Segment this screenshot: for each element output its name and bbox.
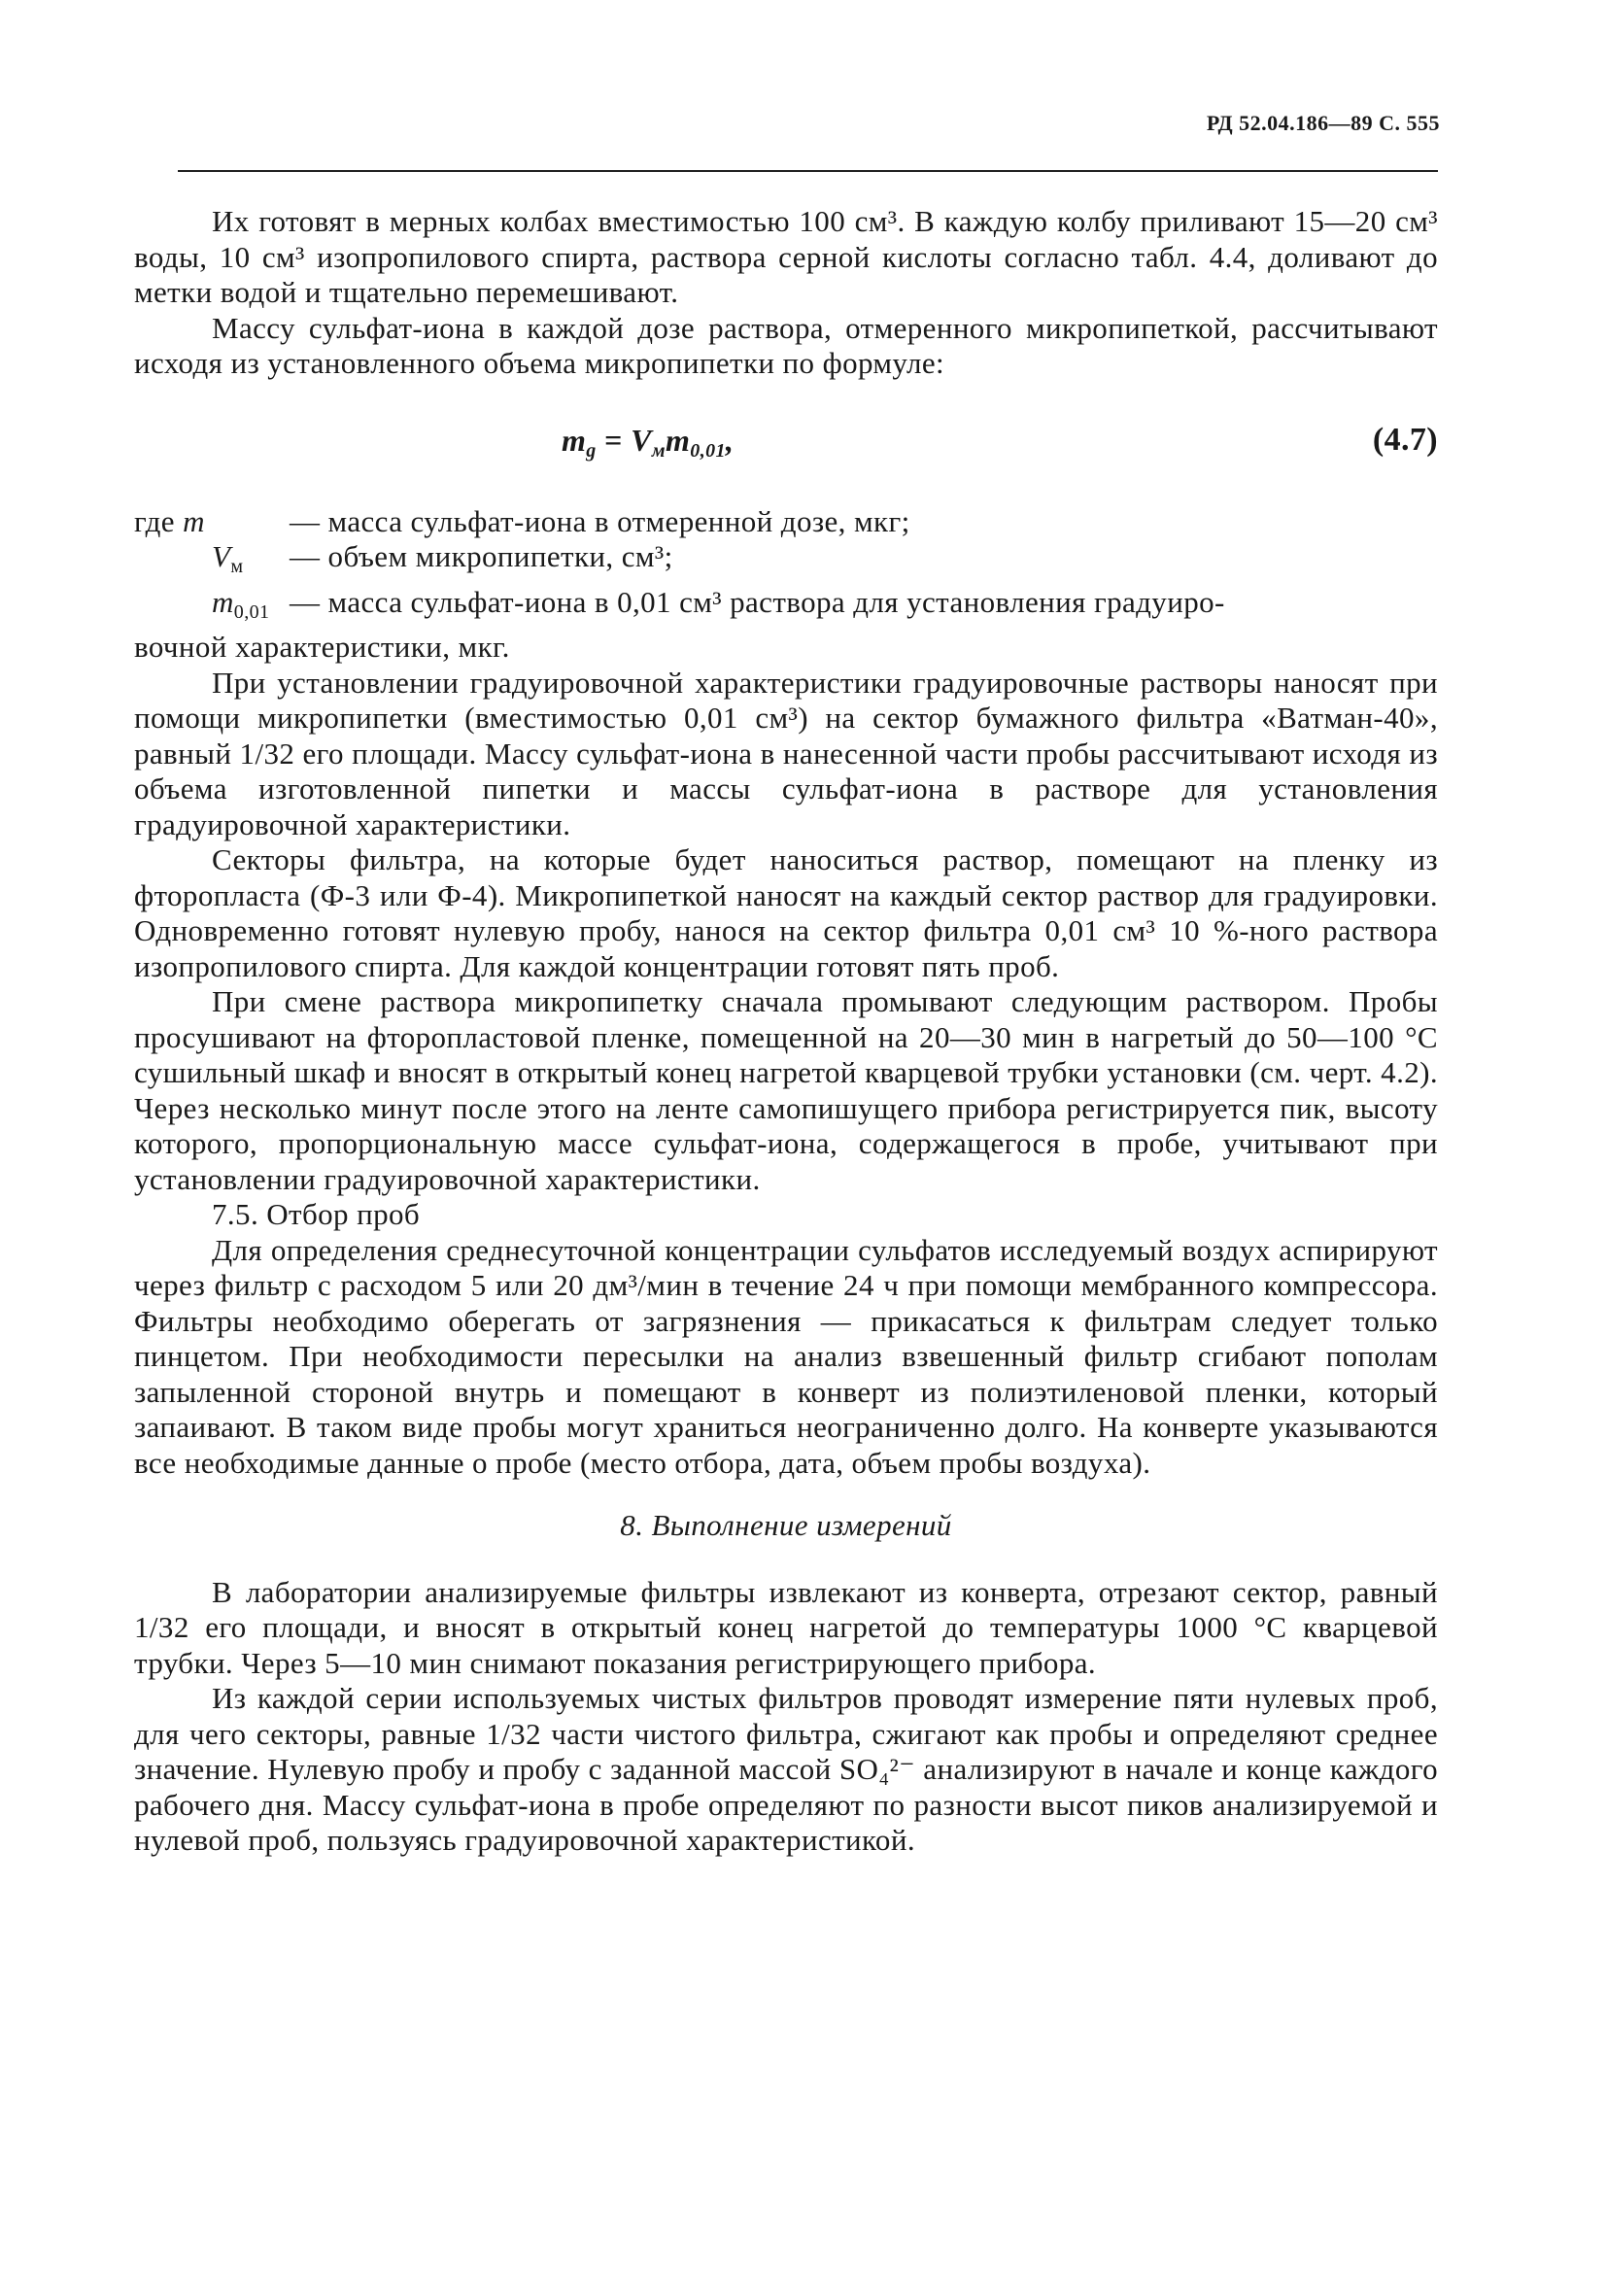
where-sym-2: m bbox=[212, 584, 234, 619]
formula-4-7 bbox=[562, 423, 734, 469]
where-list bbox=[134, 504, 1438, 631]
formula-v: V bbox=[631, 422, 652, 458]
where-sym-1-sub: м bbox=[230, 556, 244, 577]
where-sym-2-sub: 0,01 bbox=[233, 600, 270, 623]
formula-lhs-sub: g bbox=[586, 439, 597, 462]
section-title-8: 8. Выполнение измерений bbox=[620, 1508, 952, 1542]
where-sym-0: m bbox=[183, 503, 205, 538]
paragraph-formula-intro: Массу сульфат-иона в каждой дозе раствора, отмеренного микропипеткой, рассчитывают исходя из установленного объема микропипетки по формуле: bbox=[134, 310, 1438, 380]
where-desc-m: — масса сульфат-иона в отмеренной дозе, мкг; bbox=[290, 503, 910, 538]
paragraph-calibration: При установлении градуировочной характеристики градуировочные растворы наносят при помощи микропипетки (вместимостью 0,01 см³) на сектор бумажного фильтра «Ватман-40», равный 1/32 его площади. Массу сульфат-иона в нанесенной части пробы рассчитывают исходя из объема изготовленной пипетки и массы сульфат-иона в растворе для установления градуировочной характеристики. bbox=[134, 665, 1438, 841]
where-symbol-v bbox=[134, 539, 290, 585]
formula-block bbox=[134, 382, 1438, 504]
paragraph-filter-sectors: Секторы фильтра, на которые будет наноситься раствор, помещают на пленку из фторопласта (Ф-3 или Ф-4). Микропипеткой наносят на каждый сектор раствор для градуировки. Одновременно готовят нулевую пробу, нанося на сектор фильтра 0,01 см³ 10 %-ного раствора изопропилового спирта. Для каждой концентрации готовят пять проб. bbox=[134, 842, 1438, 983]
formula-m2: m bbox=[666, 422, 691, 458]
header-rule bbox=[178, 170, 1438, 172]
formula-m2-sub: 0,01 bbox=[690, 439, 726, 462]
running-head: РД 52.04.186—89 С. 555 bbox=[1206, 111, 1440, 135]
where-desc-v: — объем микропипетки, см³; bbox=[290, 539, 673, 573]
page-body bbox=[134, 204, 1438, 1859]
where-lead: где bbox=[134, 503, 175, 538]
where-continuation: вочной характеристики, мкг. bbox=[134, 630, 510, 664]
formula-lhs: m bbox=[562, 422, 587, 458]
where-symbol-m001 bbox=[134, 585, 290, 631]
paragraph-flasks: Их готовят в мерных колбах вместимостью 100 см³. В каждую колбу приливают 15—20 см³ воды, 10 см³ изопропилового спирта, раствора серной кислоты согласно табл. 4.4, доливают до метки водой и тщательно перемешивают. bbox=[134, 204, 1438, 309]
where-symbol-m bbox=[134, 504, 290, 540]
formula-v-sub: м bbox=[651, 439, 666, 462]
where-sym-1: V bbox=[212, 539, 231, 573]
paragraph-sampling: Для определения среднесуточной концентрации сульфатов исследуемый воздух аспирируют через фильтр с расходом 5 или 20 дм³/мин в течение 24 ч при помощи мембранного компрессора. Фильтры необходимо оберегать от загрязнения — прикасаться к фильтрам следует только пинцетом. При необходимости пересылки на анализ взвешенный фильтр сгибают пополам запыленной стороной внутрь и помещают в конверт из полиэтиленовой пленки, который запаивают. В таком виде пробы могут храниться неограниченно долго. На конверте указываются все необходимые данные о пробе (место отбора, дата, объем пробы воздуха). bbox=[134, 1232, 1438, 1480]
where-desc-m001: — масса сульфат-иона в 0,01 см³ раствора для установления градуиро- bbox=[290, 584, 1225, 619]
paragraph-measurement: В лаборатории анализируемые фильтры извлекают из конверта, отрезают сектор, равный 1/32 его площади, и вносят в открытый конец нагретой до температуры 1000 °С кварцевой трубки. Через 5—10 мин снимают показания регистрирующего прибора. bbox=[134, 1574, 1438, 1680]
formula-number: (4.7) bbox=[1372, 421, 1438, 458]
formula-tail: , bbox=[725, 422, 735, 458]
formula-eq: = bbox=[596, 422, 632, 458]
paragraph-solution-change: При смене раствора микропипетку сначала промывают следующим раствором. Пробы просушивают на фторопластовой пленке, помещенной на 20—30 мин в нагретый до 50—100 °С сушильный шкаф и вносят в открытый конец нагретой кварцевой трубки установки (см. черт. 4.2). Через несколько минут после этого на ленте самопишущего прибора регистрируется пик, высоту которого, пропорциональную массе сульфат-иона, содержащегося в пробе, учитывают при установлении градуировочной характеристики. bbox=[134, 984, 1438, 1196]
paragraph-blank-samples: Из каждой серии используемых чистых фильтров проводят измерение пяти нулевых проб, для чего секторы, равные 1/32 части чистого фильтра, сжигают как пробы и определяют среднее значение. Нулевую пробу и пробу с заданной массой SO₄²⁻ анализируют в начале и конце каждого рабочего дня. Массу сульфат-иона в пробе определяют по разности высот пиков анализируемой и нулевой проб, пользуясь градуировочной характеристикой. bbox=[134, 1681, 1438, 1857]
subsection-heading-7-5: 7.5. Отбор проб bbox=[212, 1197, 421, 1231]
